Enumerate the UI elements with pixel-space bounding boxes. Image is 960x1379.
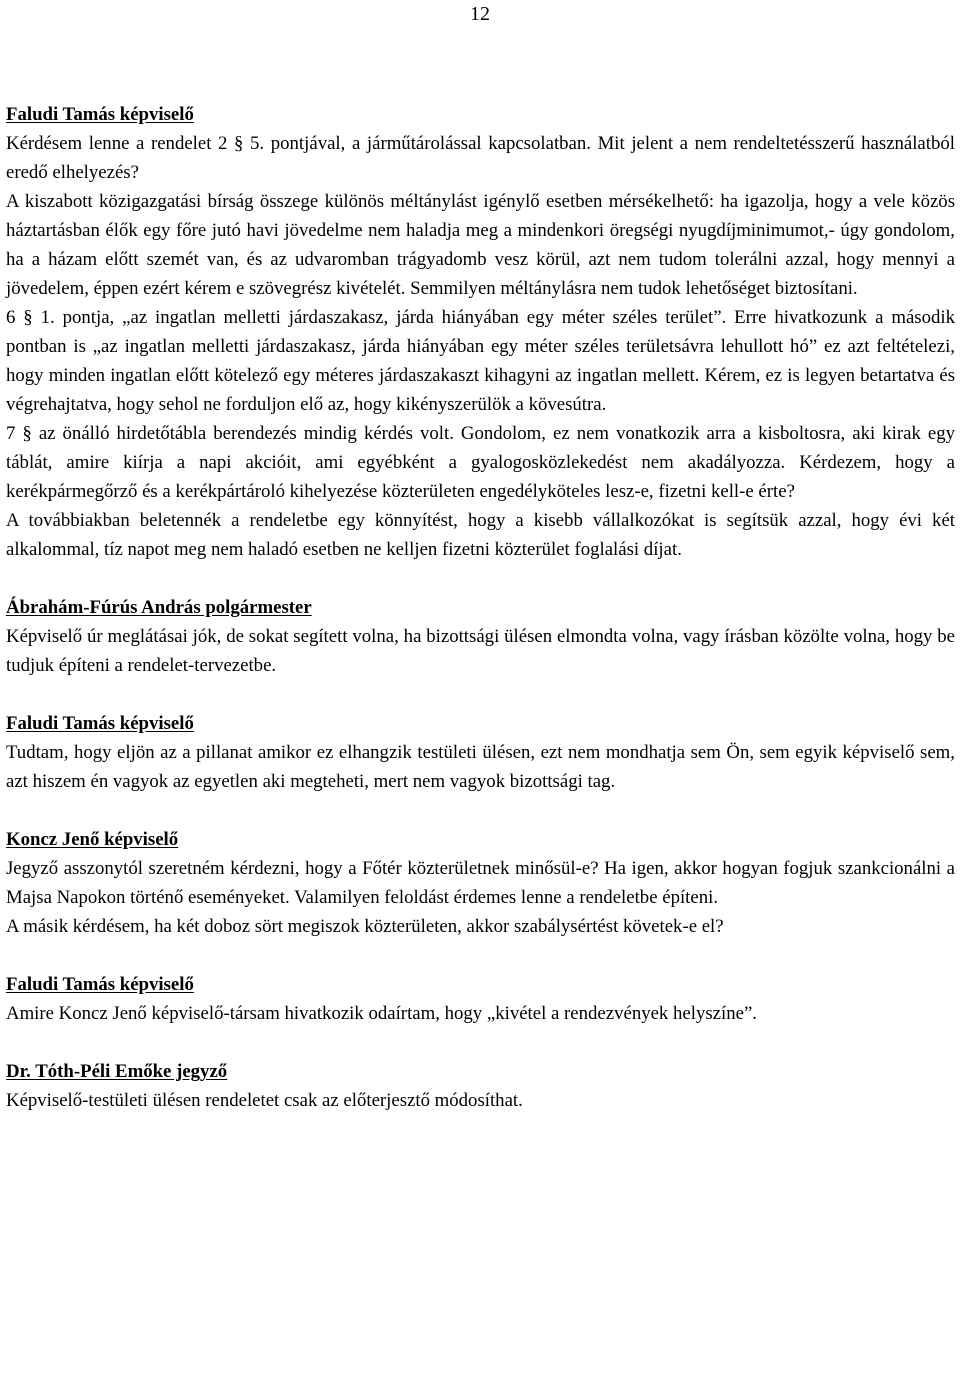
paragraph: A másik kérdésem, ha két doboz sört megiszok közterületen, akkor szabálysértést követek-e el? [6, 916, 724, 937]
speech-block [6, 970, 955, 1028]
paragraph: A továbbiakban beletennék a rendeletbe egy könnyítést, hogy a kisebb vállalkozókat is segítsük azzal, hogy évi két alkalommal, tíz napot meg nem haladó esetben ne kelljen fizetni közterület foglalási díjat. [6, 510, 955, 560]
speech-block [6, 825, 955, 941]
speech-block [6, 100, 955, 564]
paragraph: 6 § 1. pontja, „az ingatlan melletti járdaszakasz, járda hiányában egy méter széles terület”. Erre hivatkozunk a második pontban is „az ingatlan melletti járdaszakasz, járda hiányában egy méter széles területsávra lehullott hó” ez azt feltételezi, hogy minden ingatlan előtt kötelező egy méteres járdaszakaszt kihagyni az ingatlan mellett. Kérem, ez is legyen betartatva és végrehajtatva, hogy sehol ne forduljon elő az, hogy kikényszerülök a kövesútra. [6, 307, 955, 415]
speech-block [6, 593, 955, 680]
speech-block [6, 709, 955, 796]
paragraph: Tudtam, hogy eljön az a pillanat amikor ez elhangzik testületi ülésen, ezt nem mondhatja sem Ön, sem egyik képviselő sem, azt hiszem én vagyok az egyetlen aki megteheti, mert nem vagyok bizottsági tag. [6, 742, 955, 792]
document-body [6, 100, 955, 1144]
paragraph: Jegyző asszonytól szeretném kérdezni, hogy a Főtér közterületnek minősül-e? Ha igen, akkor hogyan fogjuk szankcionálni a Majsa Napokon történő eseményeket. Valamilyen feloldást érdemes lenne a rendeletbe építeni. [6, 858, 955, 908]
paragraph: Kérdésem lenne a rendelet 2 § 5. pontjával, a járműtárolással kapcsolatban. Mit jelent a nem rendeltetésszerű használatból eredő elhelyezés? [6, 133, 955, 183]
speaker-name: Faludi Tamás képviselő [6, 104, 194, 125]
speaker-name: Ábrahám-Fúrús András polgármester [6, 597, 312, 618]
speaker-name: Faludi Tamás képviselő [6, 974, 194, 995]
page-number: 12 [470, 3, 490, 25]
speaker-name: Faludi Tamás képviselő [6, 713, 194, 734]
speaker-name: Koncz Jenő képviselő [6, 829, 179, 850]
paragraph: A kiszabott közigazgatási bírság összege különös méltánylást igénylő esetben mérsékelhető: ha igazolja, hogy a vele közös háztartásban élők egy főre jutó havi jövedelme nem haladja meg a mindenkori öregségi nyugdíjminimumot,- úgy gondolom, ha a házam előtt szemét van, és az udvaromban trágyadomb vesz körül, azt nem tudom tolerálni azzal, hogy mennyi a jövedelem, éppen ezért kérem e szövegrész kivételét. Semmilyen méltánylásra nem tudok lehetőséget biztosítani. [6, 191, 955, 299]
paragraph: Képviselő-testületi ülésen rendeletet csak az előterjesztő módosíthat. [6, 1090, 523, 1111]
paragraph: Amire Koncz Jenő képviselő-társam hivatkozik odaírtam, hogy „kivétel a rendezvények helyszíne”. [6, 1003, 757, 1024]
paragraph: Képviselő úr meglátásai jók, de sokat segített volna, ha bizottsági ülésen elmondta volna, vagy írásban közölte volna, hogy be tudjuk építeni a rendelet-tervezetbe. [6, 626, 955, 676]
speech-block [6, 1057, 955, 1115]
speaker-name: Dr. Tóth-Péli Emőke jegyző [6, 1061, 228, 1082]
paragraph: 7 § az önálló hirdetőtábla berendezés mindig kérdés volt. Gondolom, ez nem vonatkozik arra a kisboltosra, aki kirak egy táblát, amire kiírja a napi akcióit, ami egyébként a gyalogosközlekedést nem akadályozza. Kérdezem, hogy a kerékpármegőrző és a kerékpártároló kihelyezése közterületen engedélyköteles lesz-e, fizetni kell-e érte? [6, 423, 955, 502]
